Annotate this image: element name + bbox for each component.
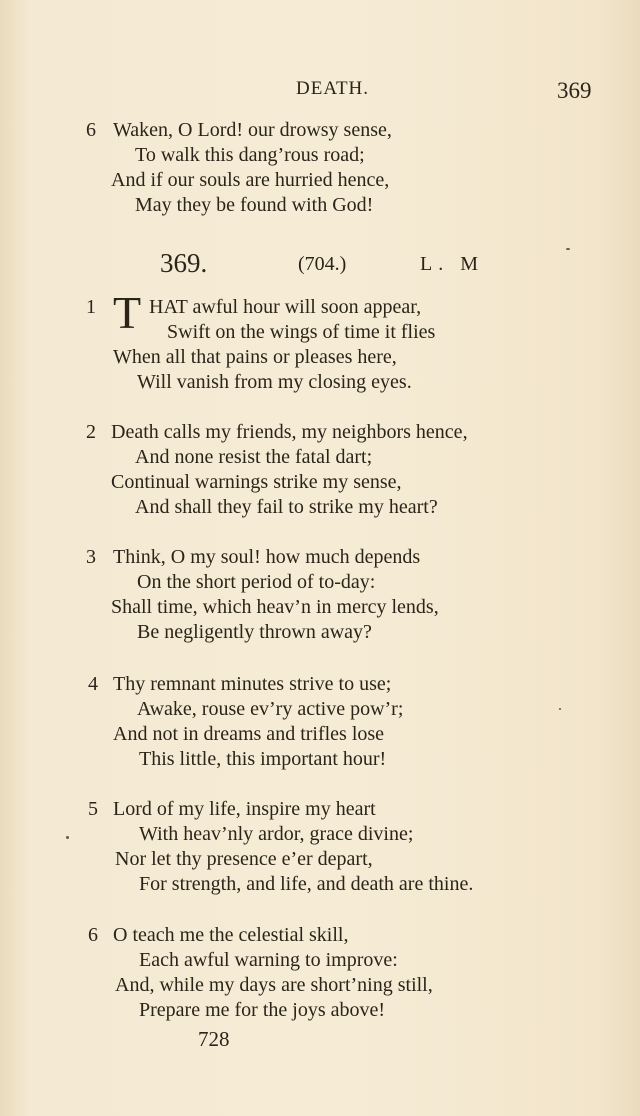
- verse-line: Nor let thy presence e’er depart,: [115, 848, 373, 870]
- verse-line: With heav’nly ardor, grace divine;: [139, 823, 414, 845]
- verse-line: And shall they fail to strike my heart?: [135, 496, 438, 518]
- verse-line: This little, this important hour!: [139, 748, 387, 770]
- verse-line: Awake, rouse ev’ry active pow’r;: [137, 698, 404, 720]
- stanza-number: 4: [88, 673, 98, 695]
- hymn-reference: (704.): [298, 253, 347, 275]
- verse-line: And none resist the fatal dart;: [135, 446, 373, 468]
- running-head-title: DEATH.: [296, 78, 370, 99]
- verse-line: Shall time, which heav’n in mercy lends,: [111, 596, 439, 618]
- verse-line: Lord of my life, inspire my heart: [113, 798, 376, 820]
- hymn-number: 369.: [160, 248, 208, 278]
- verse-line: Death calls my friends, my neighbors hence,: [111, 421, 468, 443]
- verse-line: Waken, O Lord! our drowsy sense,: [113, 119, 392, 141]
- footer-number: 728: [198, 1027, 230, 1051]
- verse-line: Prepare me for the joys above!: [139, 999, 386, 1021]
- verse-line: HAT awful hour will soon appear,: [149, 296, 422, 318]
- verse-line: And if our souls are hurried hence,: [111, 169, 390, 191]
- verse-line: O teach me the celestial skill,: [113, 924, 349, 946]
- stanza-number: 2: [86, 421, 96, 443]
- verse-line: Will vanish from my closing eyes.: [137, 371, 412, 393]
- verse-line: Swift on the wings of time it flies: [167, 321, 436, 343]
- verse-line: And, while my days are short’ning still,: [115, 974, 433, 996]
- paper-speck: [566, 248, 570, 250]
- hymn-meter: L. M: [420, 253, 484, 275]
- stanza-number: 3: [86, 546, 96, 568]
- verse-line: Think, O my soul! how much depends: [113, 546, 421, 568]
- page-number: 369: [557, 78, 592, 103]
- verse-line: On the short period of to-day:: [137, 571, 376, 593]
- paper-speck: [559, 708, 561, 710]
- verse-line: Each awful warning to improve:: [139, 949, 398, 971]
- verse-line: Be negligently thrown away?: [137, 621, 372, 643]
- stanza-number: 1: [86, 296, 96, 318]
- verse-line: And not in dreams and trifles lose: [113, 723, 385, 745]
- stanza-number: 5: [88, 798, 98, 820]
- drop-cap: T: [113, 287, 142, 338]
- stanza-number: 6: [88, 924, 98, 946]
- verse-line: For strength, and life, and death are thine.: [139, 873, 474, 895]
- stanza-number: 6: [86, 119, 96, 141]
- verse-line: To walk this dang’rous road;: [135, 144, 365, 166]
- verse-line: May they be found with God!: [135, 194, 374, 216]
- verse-line: When all that pains or pleases here,: [113, 346, 397, 368]
- paper-speck: [66, 836, 69, 839]
- verse-line: Continual warnings strike my sense,: [111, 471, 402, 493]
- verse-line: Thy remnant minutes strive to use;: [113, 673, 392, 695]
